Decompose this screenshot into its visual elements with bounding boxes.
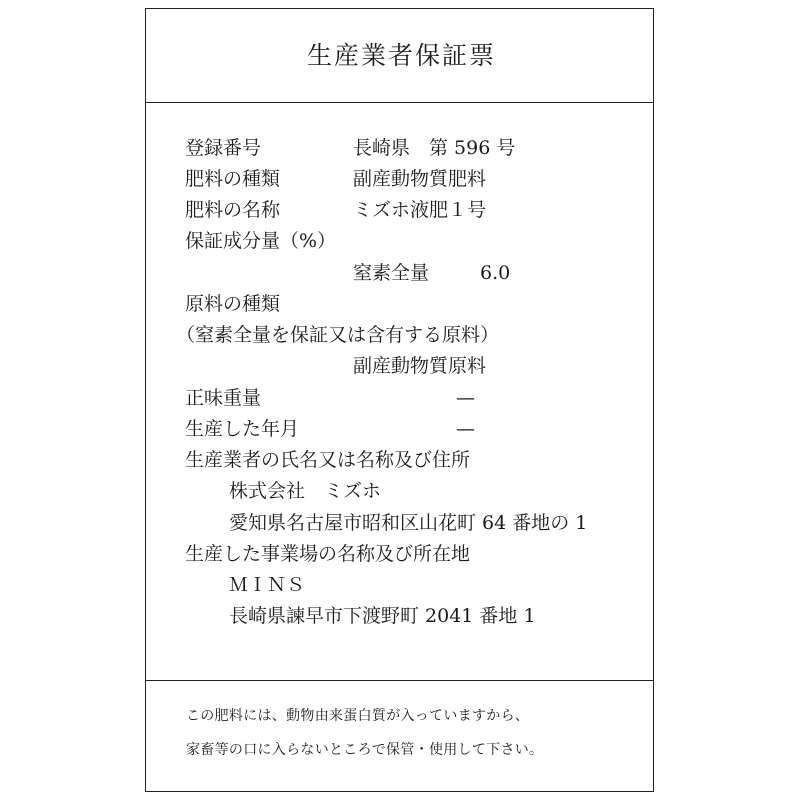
raw-materials-value: 副産動物質原料	[353, 355, 487, 377]
producer-address: 愛知県名古屋市昭和区山花町 64 番地の 1	[229, 512, 588, 534]
caution-line-2: 家畜等の口に入らないところで保管・使用して下さい。	[186, 742, 544, 758]
plant-label: 生産した事業場の名称及び所在地	[185, 543, 471, 565]
raw-materials-label: 原料の種類	[185, 293, 281, 315]
nitrogen-value: 6.0	[480, 262, 511, 284]
label-title: 生産業者保証票	[306, 41, 496, 70]
registration-label: 登録番号	[185, 137, 262, 159]
net-weight-value: —	[456, 387, 475, 409]
net-weight-label: 正味重量	[185, 387, 262, 409]
production-date-value: —	[456, 418, 475, 440]
fertilizer-name-value: ミズホ液肥１号	[353, 199, 487, 221]
fertilizer-name-label: 肥料の名称	[185, 199, 281, 221]
registration-value: 長崎県 第 596 号	[353, 137, 516, 159]
producer-label: 生産業者の氏名又は名称及び住所	[185, 449, 471, 471]
fertilizer-type-value: 副産動物質肥料	[353, 168, 487, 190]
details-section	[146, 103, 653, 681]
caution-section	[146, 681, 653, 791]
nitrogen-item: 窒素全量	[353, 262, 430, 284]
plant-name: ＭＩＮＳ	[229, 574, 306, 596]
title-section	[146, 9, 653, 103]
raw-materials-note: （窒素全量を保証又は含有する原料）	[176, 324, 500, 346]
caution-line-1: この肥料には、動物由来蛋白質が入っていますから、	[186, 708, 530, 724]
production-date-label: 生産した年月	[185, 418, 300, 440]
plant-address: 長崎県諫早市下渡野町 2041 番地 1	[229, 605, 536, 627]
guarantee-label	[145, 8, 654, 792]
producer-name: 株式会社 ミズホ	[229, 480, 382, 502]
guaranteed-components-label: 保証成分量（%）	[185, 230, 337, 252]
fertilizer-type-label: 肥料の種類	[185, 168, 281, 190]
